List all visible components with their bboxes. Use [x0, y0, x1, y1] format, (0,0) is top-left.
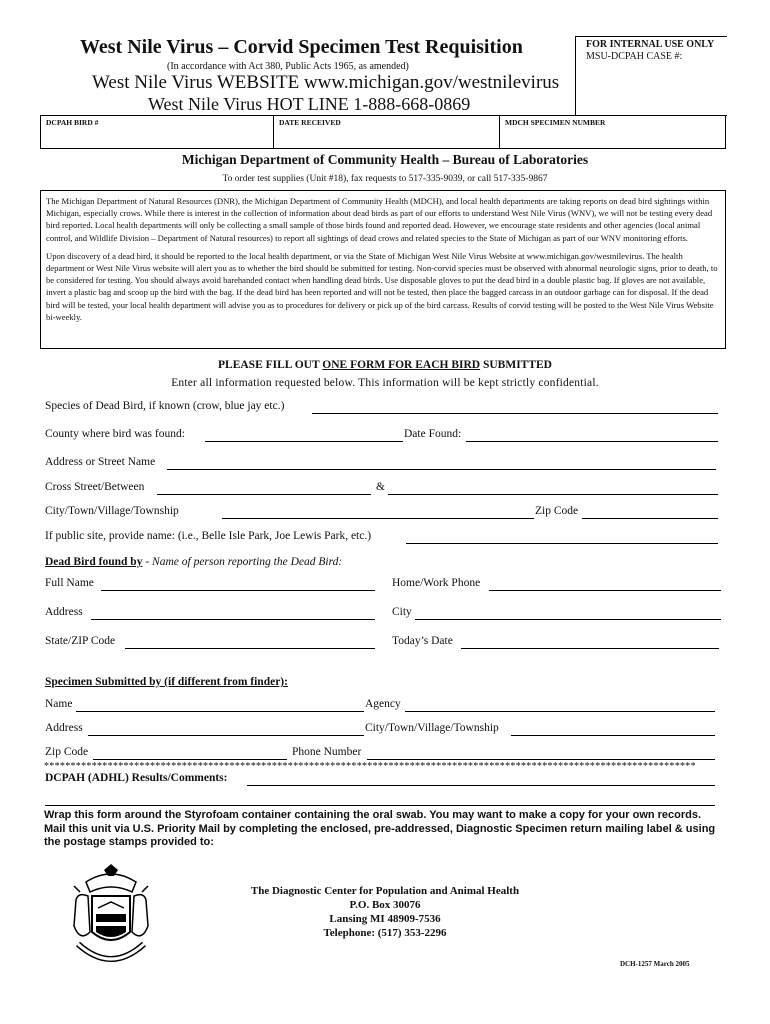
state-zip-input[interactable]: [125, 648, 375, 649]
city-input[interactable]: [222, 518, 534, 519]
today-date-label: Today’s Date: [392, 635, 453, 647]
date-found-input[interactable]: [466, 441, 718, 442]
specimen-city-label: City/Town/Village/Township: [365, 722, 499, 734]
specimen-city-input[interactable]: [511, 735, 715, 736]
mdch-specimen-field[interactable]: MDCH SPECIMEN NUMBER: [499, 116, 726, 148]
date-found-label: Date Found:: [404, 428, 462, 440]
results-input[interactable]: [247, 785, 715, 786]
specimen-phone-input[interactable]: [367, 759, 715, 760]
zip-input[interactable]: [582, 518, 718, 519]
mailing-address-line-2: P.O. Box 30076: [349, 899, 421, 911]
specimen-phone-label: Phone Number: [292, 746, 362, 758]
mailing-instructions: Wrap this form around the Styrofoam container containing the oral swab. You may want to make a copy for your own records. Mail this unit via U.S. Priority Mail by completing the enclosed, pre-addressed, Diagnostic Specimen return mailing label & using the postage stamps provided to:: [44, 809, 716, 848]
found-by-title: Dead Bird found by: [45, 556, 143, 568]
address-street-input[interactable]: [167, 469, 716, 470]
id-row: [40, 115, 726, 149]
phone-input[interactable]: [489, 590, 721, 591]
cross-street-input-2[interactable]: [388, 494, 718, 495]
phone-label: Home/Work Phone: [392, 577, 481, 589]
internal-use-label: FOR INTERNAL USE ONLY: [586, 39, 715, 50]
species-input[interactable]: [312, 413, 718, 414]
specimen-address-input[interactable]: [88, 735, 364, 736]
public-site-label: If public site, provide name: (i.e., Belle Isle Park, Joe Lewis Park, etc.): [45, 530, 372, 542]
info-box: [40, 190, 726, 349]
date-received-field[interactable]: DATE RECEIVED: [273, 116, 499, 148]
mailing-address-line-3: Lansing MI 48909-7536: [329, 913, 441, 925]
instruction-heading: [0, 359, 770, 371]
specimen-zip-label: Zip Code: [45, 746, 89, 758]
seal-graphic: [66, 862, 156, 978]
city-label: City/Town/Village/Township: [45, 505, 179, 517]
finder-address-label: Address: [45, 606, 83, 618]
county-label: County where bird was found:: [45, 428, 185, 440]
separator-stars: ***************************************************************************************************************************: [44, 761, 696, 772]
supplies-note: To order test supplies (Unit #18), fax requests to 517-335-9039, or call 517-335-9867: [222, 174, 548, 184]
finder-city-label: City: [392, 606, 412, 618]
cross-street-label: Cross Street/Between: [45, 481, 145, 493]
address-street-label: Address or Street Name: [45, 456, 156, 468]
hotline-line: West Nile Virus HOT LINE 1-888-668-0869: [148, 94, 471, 114]
info-paragraph-1: The Michigan Department of Natural Resources (DNR), the Michigan Department of Community Health (MDCH), and local health departments are taking reports on dead bird sightings within Michigan, especially crows. While there is interest in the collection of information about dead birds as part of our efforts to understand West Nile Virus (WNV), we will not be testing every dead bird reported. Local health departments will only be collecting a small sample of those birds found and reported dead. However, we encourage state residents and other agencies (local animal control, and Wildlife Division – Department of Natural resources) to report all sightings of dead crows and related species to the State of Michigan as part of our WNV monitoring efforts.: [46, 196, 713, 243]
please-underlined: ONE FORM FOR EACH BIRD: [322, 359, 481, 371]
internal-use-box: [575, 36, 727, 116]
public-site-input[interactable]: [406, 543, 718, 544]
finder-address-input[interactable]: [91, 619, 375, 620]
website-line: West Nile Virus WEBSITE www.michigan.gov/westnilevirus: [92, 72, 560, 93]
form-subtitle: (In accordance with Act 380, Public Acts 1965, as amended): [167, 61, 409, 72]
amp-label: &: [376, 481, 385, 493]
results-input-2[interactable]: [45, 805, 715, 806]
specimen-name-label: Name: [45, 698, 73, 710]
case-number-label: MSU-DCPAH CASE #:: [586, 51, 683, 62]
found-by-heading: [45, 556, 342, 568]
state-zip-label: State/ZIP Code: [45, 635, 116, 647]
specimen-address-label: Address: [45, 722, 83, 734]
zip-label: Zip Code: [535, 505, 579, 517]
info-paragraph-2: Upon discovery of a dead bird, it should be reported to the local health department, or via the State of Michigan West Nile Virus Website at www.michigan.gov/westnilevirus. The health department or West Nile Virus website will alert you as to whether the bird should be submitted for testing. Non-corvid species must be observed with abnormal neurologic signs, prior to death, to be considered for testing. You should always avoid barehanded contact when handling dead birds. Use disposable gloves to put the dead bird in a double plastic bag. If gloves are not available, invert a plastic bag and scoop up the bird with the bag. If the dead bird has been reported and will not be tested, then place the bagged carcass in an outdoor garbage can for disposal. If the dead bird will be tested, your local health department will advise you as to procedures for delivery or pick up of the bird carcass. Results of corvid testing will be posted to the West Nile Virus Website bi-weekly.: [46, 250, 718, 322]
found-by-note: - Name of person reporting the Dead Bird:: [142, 556, 343, 568]
confidential-note: Enter all information requested below. This information will be kept strictly confidential.: [171, 377, 599, 389]
full-name-label: Full Name: [45, 577, 94, 589]
form-number: DCH-1257 March 2005: [620, 960, 690, 968]
finder-city-input[interactable]: [415, 619, 721, 620]
specimen-heading: Specimen Submitted by (if different from finder):: [45, 676, 288, 688]
please-pre: PLEASE FILL OUT: [218, 359, 323, 371]
dcpah-bird-field[interactable]: DCPAH BIRD #: [40, 116, 273, 148]
species-label: Species of Dead Bird, if known (crow, blue jay etc.): [45, 400, 285, 412]
agency-input[interactable]: [405, 711, 715, 712]
specimen-name-input[interactable]: [76, 711, 364, 712]
specimen-zip-input[interactable]: [93, 759, 287, 760]
county-input[interactable]: [205, 441, 403, 442]
form-title: West Nile Virus – Corvid Specimen Test Requisition: [80, 36, 523, 58]
please-post: SUBMITTED: [480, 359, 552, 371]
michigan-seal: [66, 862, 156, 978]
department-heading: Michigan Department of Community Health – Bureau of Laboratories: [181, 152, 589, 167]
mailing-address-line-1: The Diagnostic Center for Population and Animal Health: [250, 885, 520, 897]
agency-label: Agency: [365, 698, 401, 710]
cross-street-input-1[interactable]: [157, 494, 371, 495]
results-label: DCPAH (ADHL) Results/Comments:: [45, 772, 228, 784]
mailing-address-line-4: Telephone: (517) 353-2296: [323, 927, 447, 939]
full-name-input[interactable]: [101, 590, 375, 591]
today-date-input[interactable]: [461, 648, 719, 649]
